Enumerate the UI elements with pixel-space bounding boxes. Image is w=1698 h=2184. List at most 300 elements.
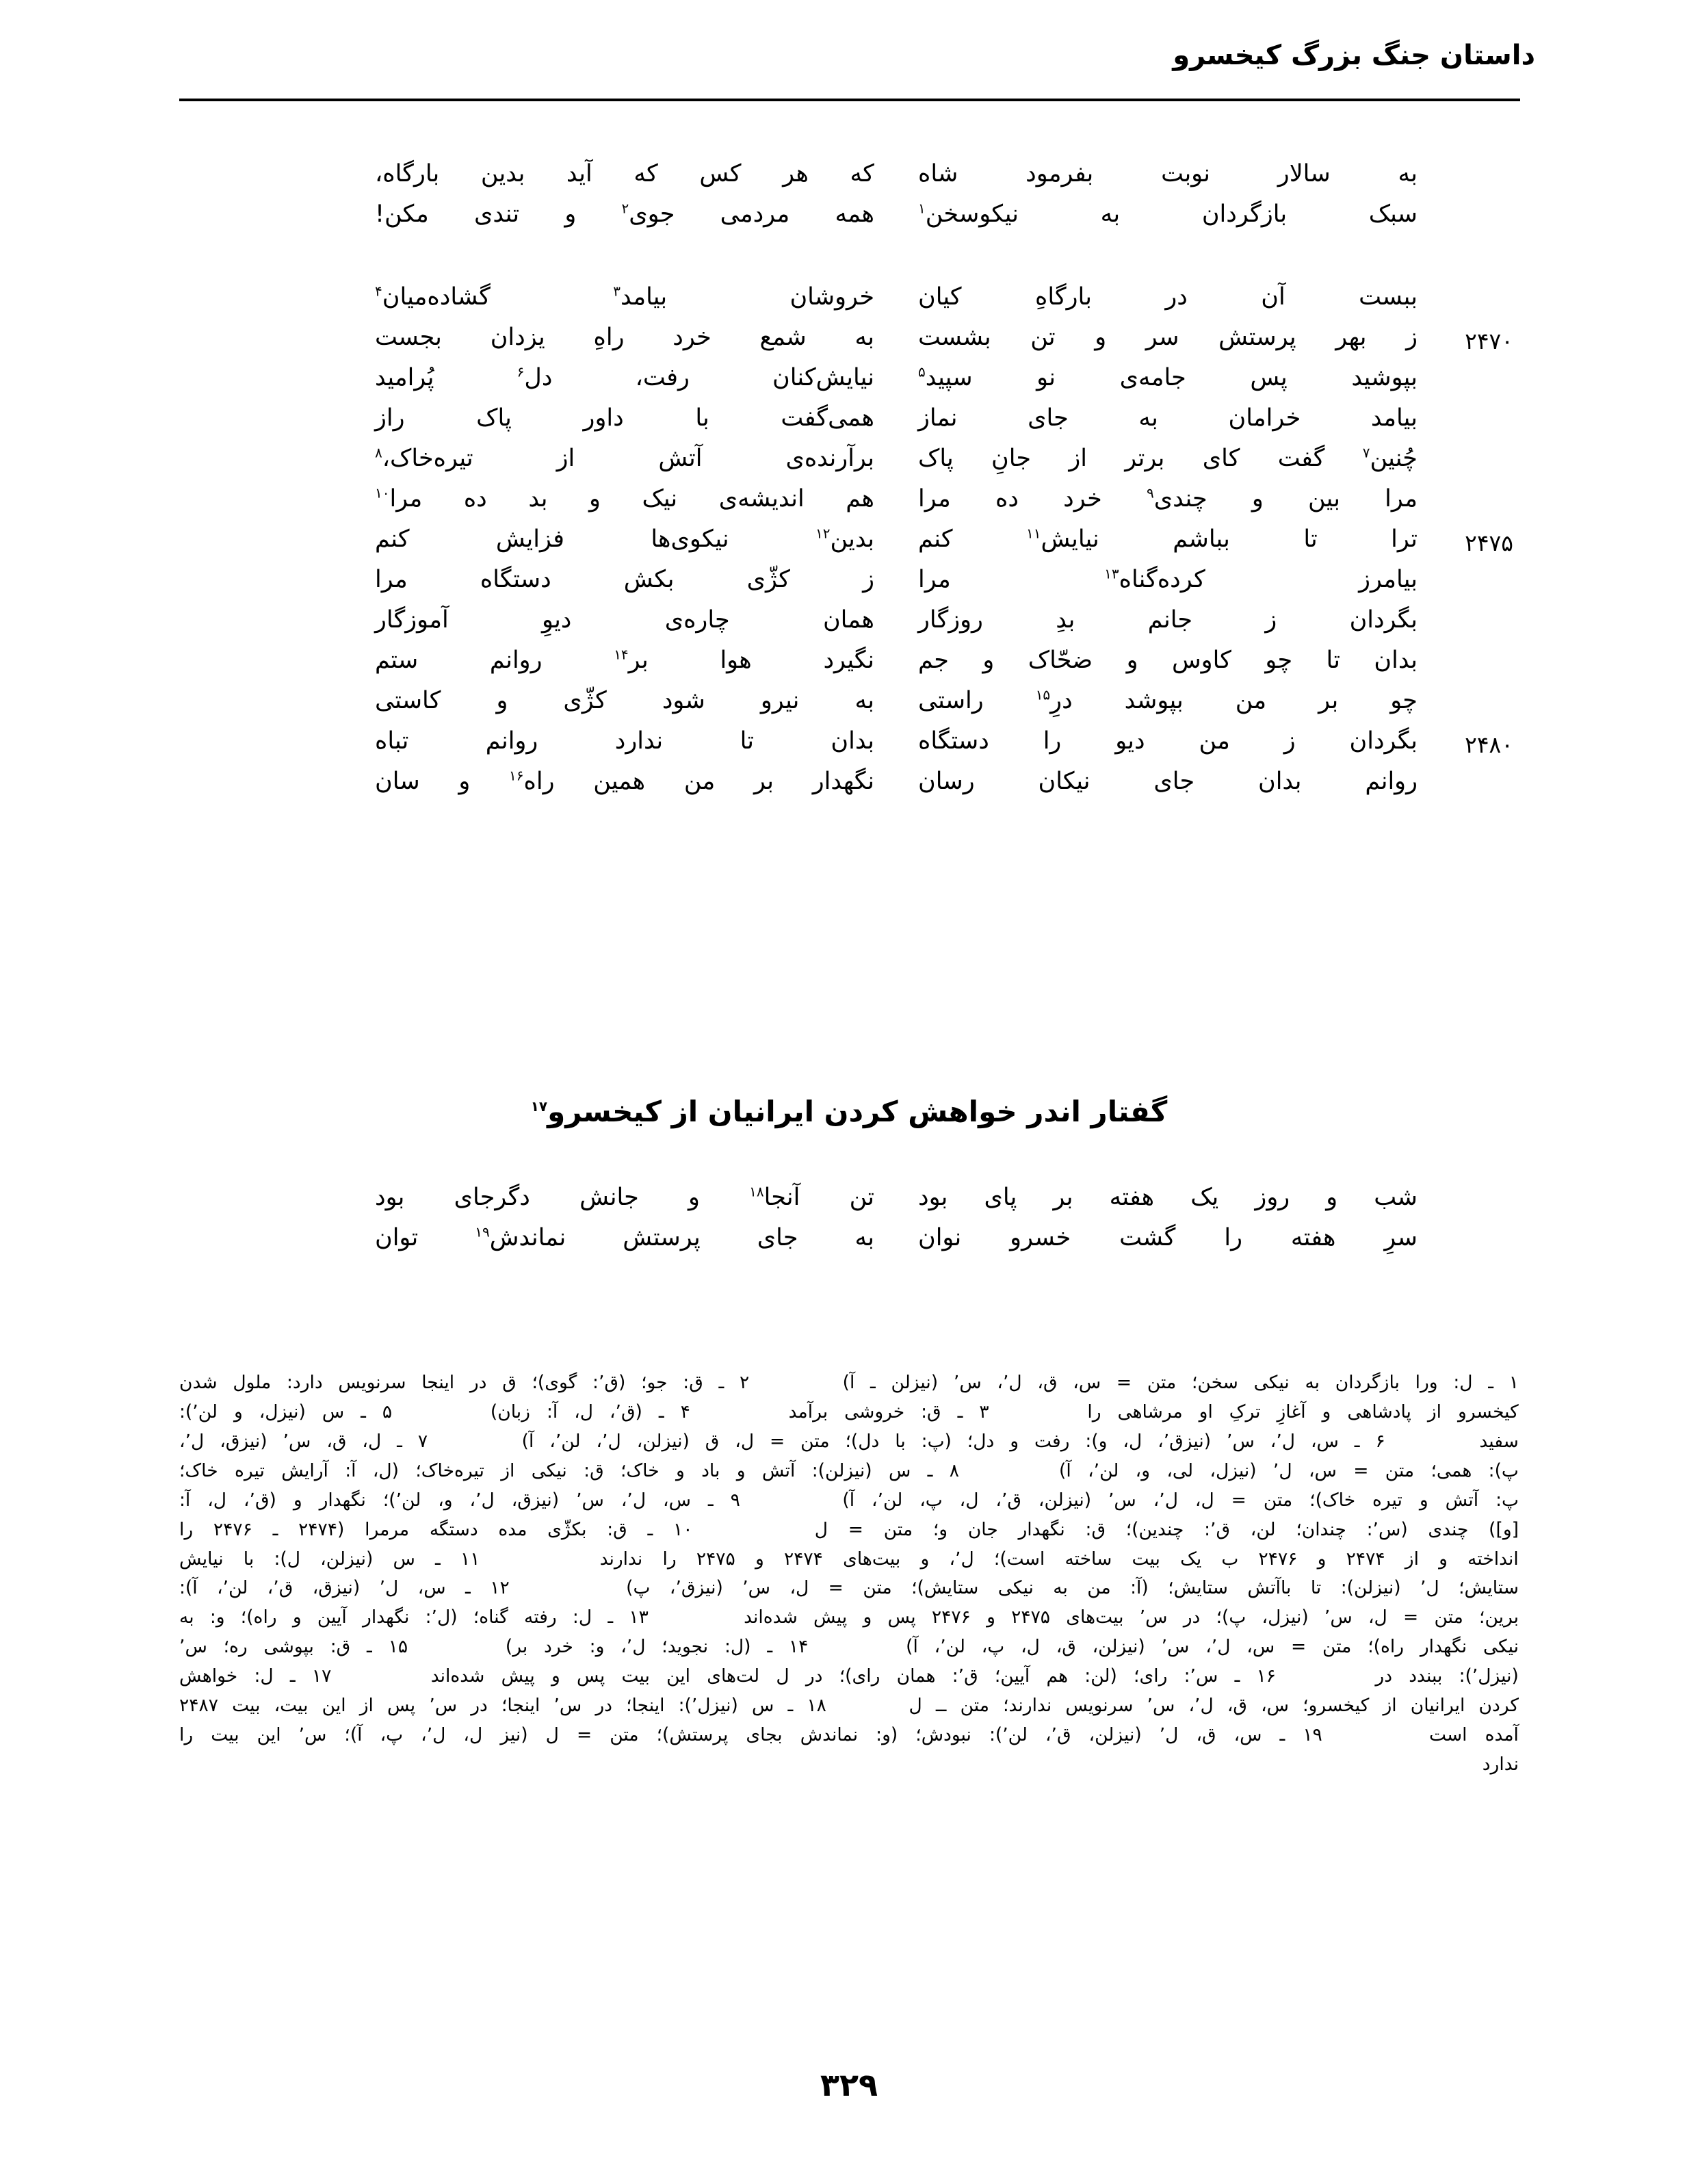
footnote-token: ل٬، bbox=[1153, 1489, 1178, 1511]
footnote-token: از bbox=[1383, 1695, 1397, 1717]
footnote-token: ل bbox=[814, 1518, 828, 1540]
verse-word: بگردان bbox=[1349, 727, 1418, 755]
footnote-token: ق: bbox=[607, 1518, 627, 1540]
footnote-token: ـ bbox=[1234, 1665, 1240, 1687]
footnote-line bbox=[179, 1368, 1519, 1398]
footnote-token: بیت bbox=[211, 1724, 239, 1746]
footnote-token: (ق٬، bbox=[243, 1489, 276, 1511]
verse-word: جای bbox=[1153, 768, 1195, 795]
footnote-token: ل٬، bbox=[621, 1636, 646, 1658]
verse-word: من bbox=[683, 768, 716, 795]
footnote-token: (نیزلن، bbox=[1038, 1489, 1092, 1511]
verse-word: به bbox=[854, 1224, 874, 1251]
verse-word: از bbox=[556, 445, 575, 472]
footnote-token: س٬ bbox=[576, 1489, 604, 1511]
footnote-token: (نیزق٬، bbox=[669, 1577, 723, 1599]
verse-word: و bbox=[1126, 647, 1138, 674]
footnote-token: متن bbox=[1147, 1372, 1177, 1393]
verse-word: سرِ bbox=[1384, 1224, 1418, 1251]
hemistich-right bbox=[918, 564, 1418, 593]
hemistich-left bbox=[375, 282, 874, 310]
footnote-token: س٬: bbox=[1184, 1665, 1218, 1687]
footnote-token: تیره bbox=[234, 1459, 265, 1481]
verse-word: ستم bbox=[375, 647, 419, 674]
verse-word: که bbox=[850, 160, 874, 187]
footnote-token: ـ bbox=[957, 1401, 963, 1422]
verse-word: پس bbox=[1250, 364, 1288, 391]
footnote-token: ل، bbox=[574, 1401, 594, 1422]
footnote-token: ۲ bbox=[740, 1372, 750, 1393]
footnote-token: پس bbox=[387, 1695, 416, 1717]
verse-word: گشت bbox=[1119, 1224, 1176, 1251]
footnote-line bbox=[179, 1662, 1519, 1691]
footnote-marker: ۵ bbox=[918, 363, 926, 380]
verse-word: نیایش‌کنان bbox=[772, 364, 874, 391]
footnote-token: ل، bbox=[207, 1489, 227, 1511]
footnote-token: را bbox=[179, 1518, 194, 1540]
verse-word: و bbox=[458, 768, 471, 795]
verse-word: مرا bbox=[375, 566, 408, 593]
footnote-token: ق، bbox=[1056, 1636, 1076, 1658]
footnote-token: (نیزلن): bbox=[1340, 1577, 1401, 1599]
footnote-token: (نیزل، bbox=[259, 1401, 306, 1422]
footnote-token: (س٬: bbox=[1366, 1518, 1408, 1540]
footnote-token: رای)؛ bbox=[839, 1665, 880, 1687]
verse-word: جامه‌ی bbox=[1119, 364, 1186, 391]
footnote-token: ۲۴۷۶ bbox=[213, 1518, 252, 1540]
footnote-token: ـ bbox=[767, 1636, 773, 1658]
footnote-token: ــ bbox=[935, 1695, 947, 1717]
footnote-token: ۷ bbox=[417, 1430, 428, 1452]
verse-number: ۲۴۸۰ bbox=[1465, 731, 1513, 758]
footnote-token: از bbox=[1427, 1401, 1442, 1422]
hemistich-right bbox=[918, 1223, 1418, 1251]
footnote-token: س، bbox=[663, 1489, 691, 1511]
verse-word: کیان bbox=[918, 283, 962, 311]
verse-number bbox=[1418, 443, 1513, 449]
verse-word: جای bbox=[1028, 404, 1069, 432]
section-heading-note-marker: ۱۷ bbox=[530, 1098, 548, 1115]
verse-line bbox=[185, 605, 1513, 645]
verse-word: کرده‌گناه bbox=[1119, 566, 1205, 593]
footnote-token: ستایش؛ bbox=[1459, 1577, 1519, 1599]
footnote-marker: ۱۸ bbox=[749, 1183, 764, 1200]
footnote-token: اینجا bbox=[421, 1372, 455, 1393]
verse-word: بپوشد bbox=[1124, 687, 1184, 714]
footnote-line bbox=[179, 1545, 1519, 1574]
hemistich-right bbox=[918, 605, 1418, 633]
footnote-marker: ۴ bbox=[375, 283, 382, 300]
footnote-token: ۵ bbox=[382, 1401, 393, 1422]
footnote-token: ـ bbox=[787, 1695, 794, 1717]
hemistich-left bbox=[375, 363, 874, 391]
footnote-token: نیکی bbox=[1483, 1636, 1519, 1658]
footnote-token: این bbox=[322, 1695, 346, 1717]
footnote-token: ساخته bbox=[1064, 1548, 1112, 1570]
section-heading-text: گفتار اندر خواهش کردن ایرانیان از کیخسرو bbox=[547, 1095, 1168, 1128]
footnote-line bbox=[179, 1457, 1519, 1486]
verse-word: پاک bbox=[476, 404, 512, 432]
footnote-token: در bbox=[1183, 1607, 1201, 1628]
verse-line bbox=[185, 484, 1513, 524]
header-rule bbox=[179, 99, 1520, 101]
verse-line bbox=[185, 1223, 1513, 1263]
verse-word: دستگاه bbox=[480, 566, 551, 593]
footnote-token: آتش bbox=[1445, 1489, 1479, 1511]
footnote-token: ل bbox=[776, 1665, 789, 1687]
footnote-token: و bbox=[1419, 1489, 1428, 1511]
footnote-token: لن٬)؛ bbox=[382, 1489, 421, 1511]
footnote-token: ـ bbox=[1279, 1724, 1285, 1746]
verse-word: جای bbox=[757, 1224, 798, 1251]
hemistich-left bbox=[375, 645, 874, 673]
footnote-token: (نیزلن bbox=[891, 1372, 939, 1393]
footnote-token: ۲۴۷۵ bbox=[696, 1548, 735, 1570]
footnote-token: بجای bbox=[746, 1724, 783, 1746]
footnote-token: ل، bbox=[1021, 1636, 1040, 1658]
footnote-token: شدن bbox=[179, 1372, 218, 1393]
hemistich-left bbox=[375, 686, 874, 714]
verse-line bbox=[185, 1182, 1513, 1223]
footnote-token: خاک)؛ bbox=[1309, 1489, 1356, 1511]
footnote-token: ق، bbox=[1196, 1724, 1216, 1746]
footnote-token: س٬ bbox=[1324, 1607, 1353, 1628]
verse-word: مرا bbox=[918, 566, 951, 593]
footnote-token: اینجا؛ bbox=[626, 1695, 665, 1717]
verse-line bbox=[185, 726, 1513, 766]
footnote-token: (ل، bbox=[372, 1459, 400, 1481]
footnote-token: گناه؛ bbox=[473, 1607, 508, 1628]
footnote-token: را bbox=[1087, 1401, 1101, 1422]
verse-word: روانم bbox=[489, 647, 543, 674]
footnote-token: (نیزل، bbox=[1210, 1459, 1257, 1481]
verse-word: سپید bbox=[925, 364, 973, 391]
footnote-token: چندی bbox=[1428, 1518, 1469, 1540]
footnote-marker: ۹ bbox=[1146, 484, 1154, 502]
footnote-token: ۱۶ bbox=[1256, 1665, 1277, 1687]
footnote-token: س، bbox=[417, 1577, 446, 1599]
verse-word: شود bbox=[662, 687, 705, 714]
verse-word: هم bbox=[846, 485, 874, 512]
verse-word: بارگاه، bbox=[375, 160, 440, 187]
footnote-token: پیش bbox=[813, 1607, 848, 1628]
footnote-token: چندان؛ bbox=[1296, 1518, 1346, 1540]
footnote-token: ۸ bbox=[949, 1459, 959, 1481]
footnote-marker: ۱ bbox=[918, 200, 926, 217]
footnote-token: است)؛ bbox=[993, 1548, 1045, 1570]
footnote-token: من bbox=[1087, 1577, 1111, 1599]
verse-line bbox=[185, 686, 1513, 726]
footnote-token: ق٬: bbox=[1204, 1518, 1231, 1540]
footnote-token: س٬ bbox=[298, 1724, 327, 1746]
verse-word: سان bbox=[375, 768, 420, 795]
footnote-token: ـ bbox=[658, 1401, 664, 1422]
hemistich-right bbox=[918, 726, 1418, 754]
verse-word: آتش bbox=[658, 445, 703, 472]
footnote-token: پ): bbox=[1488, 1459, 1519, 1481]
verse-word: رسان bbox=[918, 768, 975, 795]
footnote-token: ـ bbox=[361, 1401, 366, 1422]
footnote-token: این bbox=[666, 1665, 690, 1687]
footnote-token: بکژّی bbox=[547, 1518, 587, 1540]
footnote-token: دل)؛ bbox=[845, 1430, 880, 1452]
footnote-line bbox=[179, 1427, 1519, 1457]
verse-word: گشاده‌میان bbox=[382, 283, 491, 311]
footnote-token: (نیزل٬): bbox=[678, 1695, 738, 1717]
verse-word: به bbox=[1100, 200, 1121, 228]
footnote-token: سرنویس bbox=[338, 1372, 406, 1393]
footnote-token: بیت bbox=[1132, 1548, 1160, 1570]
verse-word: مرا bbox=[1385, 485, 1418, 512]
footnote-token: (پ: bbox=[921, 1430, 952, 1452]
footnote-token: س، bbox=[1233, 1724, 1262, 1746]
verse-word: نگهدار bbox=[812, 768, 874, 795]
footnote-token: س٬ bbox=[1147, 1695, 1175, 1717]
verse-word: ترا bbox=[1391, 525, 1418, 553]
verse-word: همه bbox=[835, 200, 874, 228]
verse-word: و bbox=[982, 647, 995, 674]
verse-word: شب bbox=[1374, 1184, 1418, 1211]
verse-word: بدِ bbox=[1056, 606, 1075, 634]
running-head-title: داستان جنگ بزرگ کیخسرو bbox=[1173, 40, 1535, 71]
footnote-token: ل، bbox=[1194, 1489, 1214, 1511]
verse-word: خرد bbox=[1063, 485, 1102, 512]
verse-word: کژّی bbox=[746, 566, 790, 593]
footnote-token: ۱۵ bbox=[388, 1636, 408, 1658]
verse-word: بین bbox=[1308, 485, 1340, 512]
verse-word: ده bbox=[995, 485, 1019, 512]
footnote-token: ل، bbox=[1368, 1607, 1387, 1628]
footnote-token: ۱۴ bbox=[788, 1636, 809, 1658]
verse-word: یزدان bbox=[490, 324, 545, 351]
footnote-token: س، bbox=[1261, 1695, 1289, 1717]
footnote-token: ل٬، bbox=[621, 1489, 646, 1511]
hemistich-right bbox=[918, 199, 1418, 227]
verse-word: به bbox=[1398, 160, 1418, 187]
footnote-token: پ: bbox=[1495, 1489, 1519, 1511]
verse-number bbox=[1418, 484, 1513, 489]
footnote-token: ل bbox=[909, 1695, 922, 1717]
footnote-token: آیین؛ bbox=[994, 1665, 1030, 1687]
footnote-token: نجوید؛ bbox=[662, 1636, 709, 1658]
footnote-token: ق٬، bbox=[1045, 1724, 1071, 1746]
hemistich-left bbox=[375, 199, 874, 227]
verse-word: در bbox=[1165, 283, 1188, 311]
footnote-line bbox=[179, 1750, 1519, 1780]
footnote-marker: ۷ bbox=[1362, 444, 1370, 461]
footnote-token: ل، bbox=[959, 1489, 979, 1511]
verse-word: دل bbox=[524, 364, 553, 391]
verse-word: تا bbox=[1303, 525, 1318, 553]
verse-word: بدین bbox=[480, 160, 525, 187]
footnote-token: لن٬، bbox=[549, 1430, 581, 1452]
footnote-token: و bbox=[292, 1607, 302, 1628]
footnote-token: آ)؛ bbox=[344, 1724, 363, 1746]
footnote-token: ق: bbox=[1085, 1518, 1106, 1540]
footnote-token: لن٬، bbox=[217, 1577, 248, 1599]
footnote-token: ۴ bbox=[680, 1401, 690, 1422]
footnote-token: نیکی bbox=[531, 1459, 567, 1481]
footnote-token: (۲۴۷۴ bbox=[298, 1518, 345, 1540]
footnote-token: او bbox=[1199, 1401, 1213, 1422]
hemistich-left bbox=[375, 403, 874, 431]
footnote-token: کردن bbox=[1478, 1695, 1519, 1717]
footnote-token: نبودش؛ bbox=[915, 1724, 971, 1746]
footnote-token: بیت‌های bbox=[843, 1548, 901, 1570]
footnote-token: = bbox=[1402, 1607, 1419, 1628]
footnote-token: پ) bbox=[626, 1577, 651, 1599]
footnote-token: ق٬، bbox=[267, 1577, 293, 1599]
footnote-token: ـ bbox=[870, 1372, 876, 1393]
verse-line bbox=[185, 443, 1513, 484]
footnote-token: گوی)؛ bbox=[532, 1372, 577, 1393]
footnote-token: (ل٬: bbox=[425, 1607, 458, 1628]
verse-word: بدین bbox=[830, 525, 874, 553]
footnote-token: ل٬ bbox=[379, 1577, 399, 1599]
footnote-token: باد bbox=[701, 1459, 720, 1481]
verse-word: خرامان bbox=[1228, 404, 1301, 432]
verse-word: هفته bbox=[1290, 1224, 1336, 1251]
verse-word: من bbox=[1235, 687, 1267, 714]
verse-word: ز bbox=[1406, 324, 1418, 351]
footnote-token: س٬ bbox=[1227, 1430, 1255, 1452]
footnote-token: بر) bbox=[505, 1636, 528, 1658]
verse-word: و bbox=[688, 1184, 700, 1211]
footnote-token: سخن؛ bbox=[1191, 1372, 1238, 1393]
verse-word: بر bbox=[1053, 1184, 1073, 1211]
footnote-token: ۱۱ bbox=[460, 1548, 480, 1570]
footnote-token: بیت bbox=[232, 1695, 261, 1717]
verse-word: کاوس bbox=[1171, 647, 1231, 674]
footnote-token: دل؛ bbox=[967, 1430, 995, 1452]
hemistich-left bbox=[375, 766, 874, 794]
verse-word: بر bbox=[628, 647, 649, 674]
verse-word: کنم bbox=[918, 525, 953, 553]
footnote-token: س bbox=[888, 1459, 911, 1481]
verse-word: بیامرز bbox=[1359, 566, 1418, 593]
verse-word: جوی bbox=[629, 200, 675, 228]
hemistich-right bbox=[918, 686, 1418, 714]
footnote-token: آ) bbox=[842, 1489, 855, 1511]
hemistich-left bbox=[375, 524, 874, 552]
footnote-token: آ) bbox=[842, 1372, 855, 1393]
footnote-token: آتش bbox=[761, 1459, 796, 1481]
verse-word: آموزگار bbox=[375, 606, 449, 634]
footnote-token: (نیزل، bbox=[1262, 1607, 1309, 1628]
footnote-token: = bbox=[828, 1577, 844, 1599]
footnote-token: و: bbox=[589, 1636, 605, 1658]
verse-word: جانش bbox=[579, 1184, 639, 1211]
footnote-token: زبان) bbox=[490, 1401, 530, 1422]
footnote-token: آ: bbox=[546, 1401, 558, 1422]
verse-word: همی‌گفت bbox=[781, 404, 874, 432]
verse-word: اندیشه‌ی bbox=[718, 485, 805, 512]
verse-word: بر bbox=[1318, 687, 1339, 714]
footnote-token: = bbox=[1353, 1459, 1369, 1481]
verse-word: مرا bbox=[918, 485, 951, 512]
verse-number: ۲۴۷۰ bbox=[1465, 328, 1513, 354]
hemistich-left bbox=[375, 1182, 874, 1210]
footnote-line bbox=[179, 1398, 1519, 1427]
footnote-token: (نیزلن، bbox=[1088, 1724, 1142, 1746]
footnote-token: ـ bbox=[435, 1548, 441, 1570]
footnote-token: (ق٬: bbox=[592, 1372, 626, 1393]
footnote-token: (لن: bbox=[1084, 1665, 1117, 1687]
footnote-token: نگهدار bbox=[1018, 1518, 1065, 1540]
verse-word: دیو bbox=[1115, 727, 1145, 755]
page-number: ۳۲۹ bbox=[820, 2066, 878, 2103]
verse-word: بفرمود bbox=[1026, 160, 1094, 187]
verse-word: پای bbox=[984, 1184, 1017, 1211]
verse-word: به bbox=[1138, 404, 1158, 432]
verse-word: کاستی bbox=[375, 687, 441, 714]
hemistich-right bbox=[918, 524, 1418, 552]
footnote-token: آرایش bbox=[281, 1459, 328, 1481]
footnote-token: س٬ bbox=[179, 1636, 207, 1658]
footnote-token: این bbox=[257, 1724, 281, 1746]
footnote-token: س، bbox=[1310, 1430, 1339, 1452]
verse-word: را bbox=[1224, 1224, 1242, 1251]
footnote-token: [و]) bbox=[1489, 1518, 1519, 1540]
footnotes-block bbox=[179, 1368, 1519, 1780]
verse-word: برآرنده‌ی bbox=[785, 445, 874, 472]
footnote-token: ۲۴۷۴ bbox=[783, 1548, 823, 1570]
hemistich-left bbox=[375, 322, 874, 350]
verse-word: مردمی bbox=[720, 200, 790, 228]
verse-number bbox=[1418, 1223, 1513, 1228]
verse-word: توان bbox=[375, 1224, 419, 1251]
verse-number bbox=[1418, 686, 1513, 691]
footnote-token: ـ bbox=[718, 1372, 724, 1393]
footnote-token: لن، bbox=[1250, 1518, 1276, 1540]
footnote-token: آ: bbox=[345, 1459, 356, 1481]
verse-line bbox=[185, 524, 1513, 564]
footnote-token: اینجا؛ bbox=[501, 1695, 540, 1717]
footnote-token: تیره bbox=[1372, 1489, 1402, 1511]
verse-number bbox=[1418, 645, 1513, 651]
verse-number bbox=[1418, 403, 1513, 408]
verse-word: نگیرد bbox=[823, 647, 874, 674]
verse-word: بود bbox=[375, 1184, 405, 1211]
footnote-line bbox=[179, 1691, 1519, 1721]
footnote-marker: ۱۳ bbox=[1104, 565, 1119, 582]
verse-word: به bbox=[854, 324, 874, 351]
footnote-token: جان bbox=[967, 1518, 998, 1540]
footnote-token: برین؛ bbox=[1479, 1607, 1519, 1628]
footnote-token: در bbox=[595, 1695, 612, 1717]
footnote-token: ۱۳ bbox=[629, 1607, 649, 1628]
hemistich-right bbox=[918, 484, 1418, 512]
verse-word: چو bbox=[1265, 647, 1293, 674]
verse-word: روز bbox=[1255, 1184, 1290, 1211]
verse-word: ز bbox=[1265, 606, 1277, 634]
verse-word: خسرو bbox=[1010, 1224, 1071, 1251]
footnote-token: از bbox=[359, 1695, 374, 1717]
footnote-token: س، bbox=[1308, 1459, 1337, 1481]
footnote-token: ل٬، bbox=[997, 1372, 1022, 1393]
footnote-token: ق، bbox=[1227, 1695, 1247, 1717]
verse-word: کس bbox=[699, 160, 742, 187]
verse-word: سبک bbox=[1368, 200, 1418, 228]
verse-word: و bbox=[589, 485, 601, 512]
footnote-token: ۲۴۷۶ bbox=[931, 1607, 971, 1628]
verse-word: ببست bbox=[1359, 283, 1418, 311]
footnote-token: س٬ bbox=[429, 1695, 458, 1717]
hemistich-left bbox=[375, 564, 874, 593]
footnote-token: مده bbox=[498, 1518, 527, 1540]
footnote-token: متن bbox=[1322, 1636, 1352, 1658]
footnote-token: ۱۲ bbox=[490, 1577, 510, 1599]
